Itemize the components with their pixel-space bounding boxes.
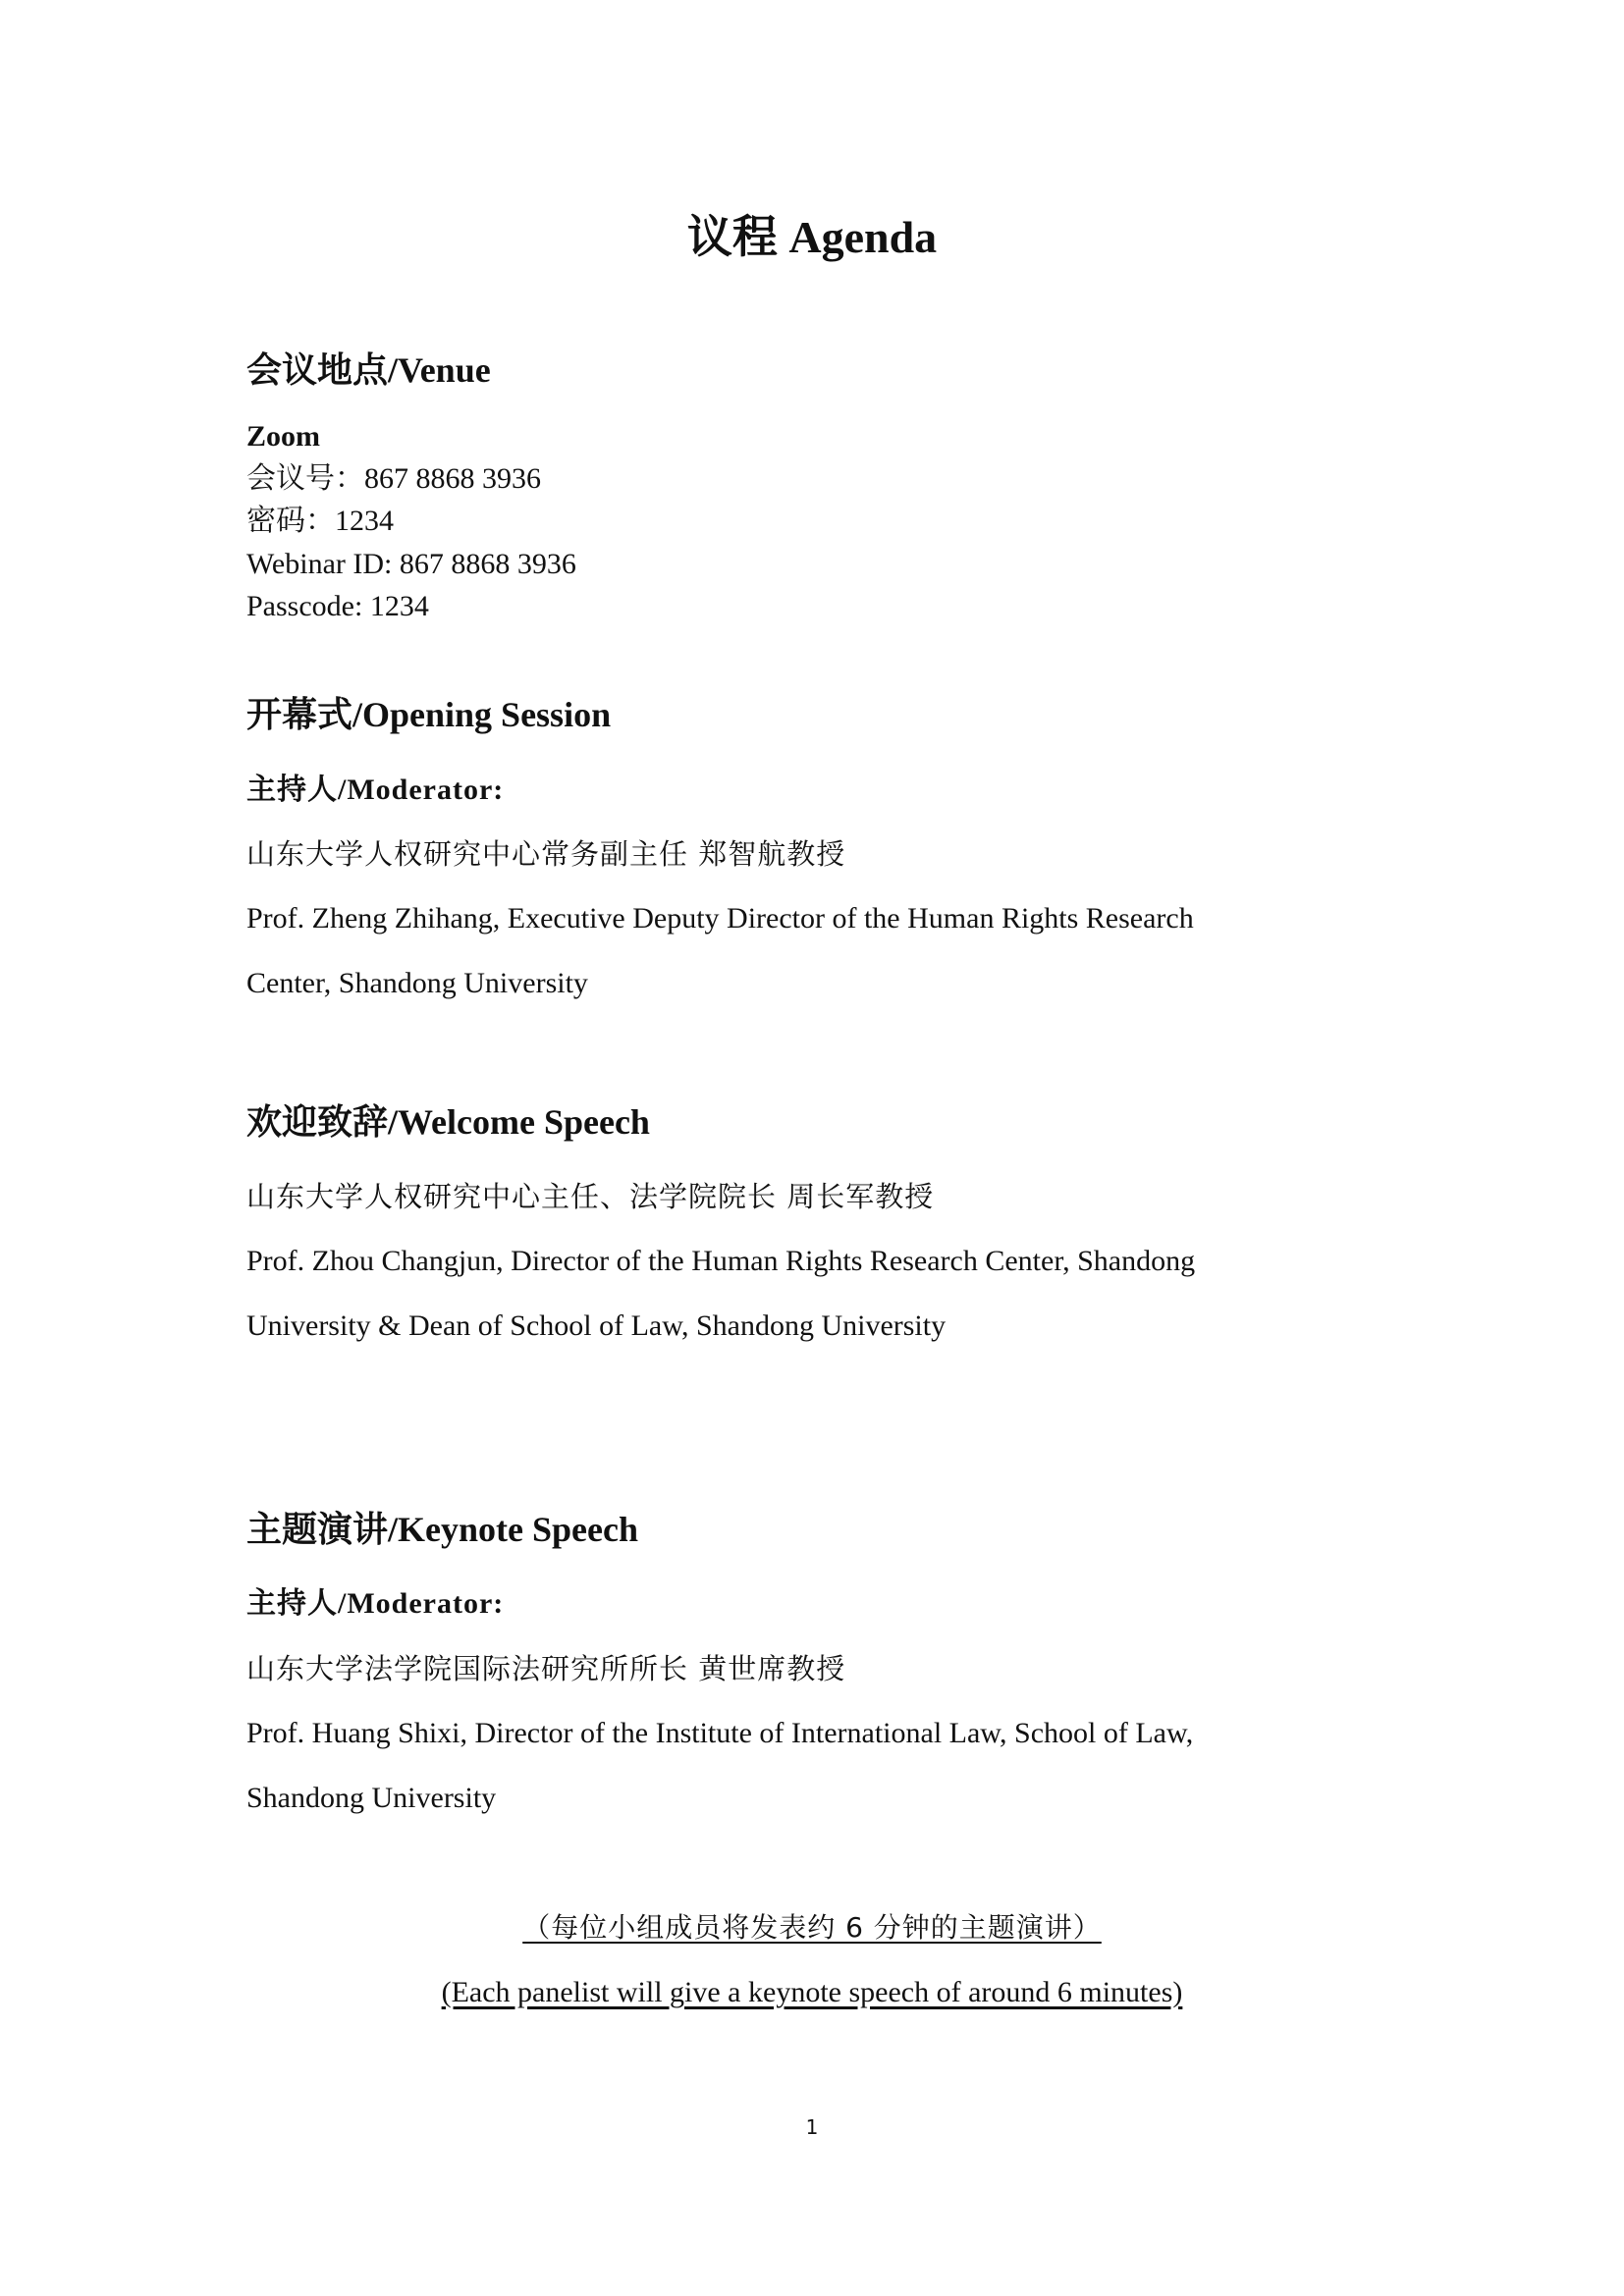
keynote-moderator-en-line1: Prof. Huang Shixi, Director of the Institute of International Law, School of Law,	[246, 1717, 1194, 1749]
opening-heading: 开幕式/Opening Session	[246, 695, 612, 734]
venue-password-en: Passcode: 1234	[246, 590, 429, 622]
keynote-note-en-text: (Each panelist will give a keynote speech of around 6 minutes)	[441, 1976, 1183, 2008]
welcome-heading: 欢迎致辞/Welcome Speech	[246, 1102, 650, 1142]
opening-moderator-cn: 山东大学人权研究中心常务副主任 郑智航教授	[246, 837, 846, 871]
page-number: 1	[805, 2115, 819, 2139]
keynote-note-en	[0, 1972, 1624, 2013]
keynote-moderator-label: 主持人/Moderator:	[246, 1587, 505, 1620]
opening-moderator-en-line1: Prof. Zheng Zhihang, Executive Deputy Director of the Human Rights Research	[246, 902, 1194, 934]
welcome-speaker-cn: 山东大学人权研究中心主任、法学院院长 周长军教授	[246, 1180, 935, 1213]
keynote-moderator-en-line2: Shandong University	[246, 1782, 497, 1814]
page-title: 议程 Agenda	[686, 212, 938, 262]
keynote-note-cn-text: （每位小组成员将发表约 6 分钟的主题演讲）	[522, 1911, 1102, 1944]
keynote-note-cn	[0, 1907, 1624, 1949]
venue-meeting-id-en: Webinar ID: 867 8868 3936	[246, 548, 576, 580]
opening-moderator-en-line2: Center, Shandong University	[246, 967, 588, 999]
venue-password-cn: 密码：1234	[246, 505, 394, 537]
keynote-moderator-cn: 山东大学法学院国际法研究所所长 黄世席教授	[246, 1652, 846, 1685]
welcome-speaker-en-line1: Prof. Zhou Changjun, Director of the Human Rights Research Center, Shandong	[246, 1245, 1196, 1277]
welcome-speaker-en-line2: University & Dean of School of Law, Shandong University	[246, 1309, 947, 1342]
keynote-heading: 主题演讲/Keynote Speech	[246, 1510, 638, 1549]
opening-moderator-label: 主持人/Moderator:	[246, 774, 505, 806]
venue-platform: Zoom	[246, 420, 320, 453]
venue-heading: 会议地点/Venue	[246, 350, 491, 390]
venue-meeting-id-cn: 会议号：867 8868 3936	[246, 462, 541, 495]
